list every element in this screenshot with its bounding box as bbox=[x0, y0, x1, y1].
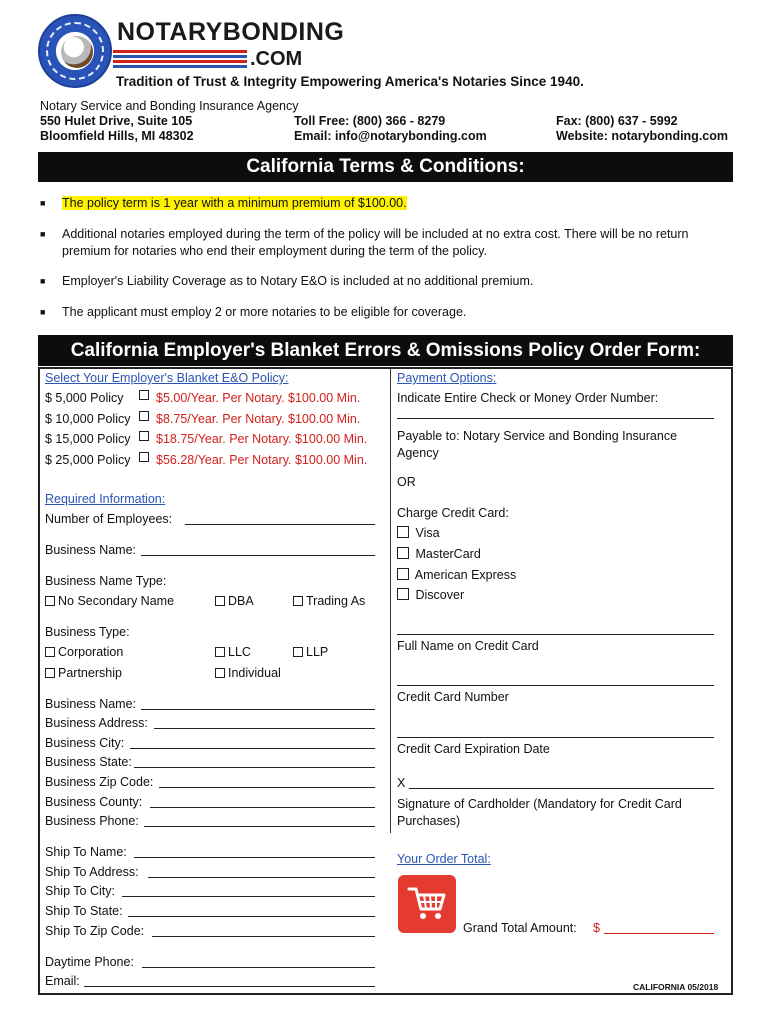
name-type-label: DBA bbox=[228, 594, 254, 608]
business-state-field[interactable] bbox=[134, 767, 375, 768]
card-label: Discover bbox=[415, 588, 465, 602]
card-label: Visa bbox=[415, 526, 440, 540]
card-option-visa[interactable] bbox=[397, 526, 440, 540]
name-type-option[interactable] bbox=[215, 594, 254, 608]
business-county-field[interactable] bbox=[150, 807, 375, 808]
ship-state-field[interactable] bbox=[128, 916, 375, 917]
address-line-1: 550 Hulet Drive, Suite 105 bbox=[40, 114, 193, 128]
eagle-seal-icon bbox=[61, 36, 93, 68]
expiration-label: Credit Card Expiration Date bbox=[397, 742, 550, 756]
policy-price: $5.00/Year. Per Notary. $100.00 Min. bbox=[156, 391, 361, 405]
field-label: Ship To Name: bbox=[45, 845, 127, 859]
fax: Fax: (800) 637 - 5992 bbox=[556, 114, 678, 128]
field-label: Ship To Zip Code: bbox=[45, 924, 145, 938]
terms-item-text: The applicant must employ 2 or more notaries to be eligible for coverage. bbox=[62, 305, 467, 319]
notary-seal-logo bbox=[38, 14, 112, 88]
order-form-title: California Employer's Blanket Errors & Omissions Policy Order Form: bbox=[38, 335, 733, 366]
policy-amount: $ 5,000 Policy bbox=[45, 391, 124, 405]
toll-free: Toll Free: (800) 366 - 8279 bbox=[294, 114, 446, 128]
business-name-label: Business Name: bbox=[45, 543, 137, 557]
business-type-option[interactable] bbox=[215, 666, 281, 680]
card-number-field[interactable] bbox=[397, 685, 714, 686]
checkbox[interactable] bbox=[45, 596, 55, 606]
card-option-amex[interactable] bbox=[397, 568, 516, 582]
num-employees-label: Number of Employees: bbox=[45, 512, 173, 526]
business-name-field[interactable] bbox=[141, 555, 375, 556]
cart-glyph bbox=[407, 885, 447, 923]
business-type-label: Individual bbox=[228, 666, 281, 680]
address-line-2: Bloomfield Hills, MI 48302 bbox=[40, 129, 194, 143]
payable-to: Payable to: Notary Service and Bonding Insurance Agency bbox=[397, 429, 678, 460]
website: Website: notarybonding.com bbox=[556, 129, 728, 143]
num-employees-field[interactable] bbox=[185, 524, 375, 525]
field-label: Business City: bbox=[45, 736, 125, 750]
policy-5000-checkbox[interactable] bbox=[139, 390, 149, 400]
checkbox[interactable] bbox=[397, 547, 409, 559]
select-policy-label: Select Your Employer's Blanket E&O Policy: bbox=[45, 371, 289, 385]
business-address-field[interactable] bbox=[154, 728, 375, 729]
order-total-label: Your Order Total: bbox=[397, 852, 491, 866]
terms-item-text: Employer's Liability Coverage as to Notary E&O is included at no additional premium. bbox=[62, 274, 534, 288]
daytime-phone-field[interactable] bbox=[142, 967, 375, 968]
shopping-cart-icon bbox=[398, 875, 456, 933]
checkbox[interactable] bbox=[215, 668, 225, 678]
terms-item-text: The policy term is 1 year with a minimum premium of $100.00. bbox=[62, 196, 407, 210]
name-type-label: No Secondary Name bbox=[58, 594, 175, 608]
name-type-label: Trading As bbox=[306, 594, 366, 608]
bullet-icon: ■ bbox=[40, 276, 46, 286]
business-type-label: LLC bbox=[228, 645, 251, 659]
field-label: Business Zip Code: bbox=[45, 775, 154, 789]
full-name-field[interactable] bbox=[397, 634, 714, 635]
name-type-option[interactable] bbox=[293, 594, 365, 608]
checkbox[interactable] bbox=[293, 647, 303, 657]
signature-field[interactable] bbox=[409, 788, 714, 789]
column-divider bbox=[390, 369, 391, 833]
required-info-label: Required Information: bbox=[45, 492, 166, 506]
field-label: Ship To City: bbox=[45, 884, 115, 898]
agency-name: Notary Service and Bonding Insurance Agency bbox=[40, 99, 299, 113]
field-label: Daytime Phone: bbox=[45, 955, 134, 969]
business-zip-field[interactable] bbox=[159, 787, 375, 788]
field-label: Business Phone: bbox=[45, 814, 139, 828]
checkbox[interactable] bbox=[215, 647, 225, 657]
policy-price: $56.28/Year. Per Notary. $100.00 Min. bbox=[156, 453, 368, 467]
business-type-label: Partnership bbox=[58, 666, 122, 680]
business-name-type-label: Business Name Type: bbox=[45, 574, 167, 588]
checkbox[interactable] bbox=[397, 588, 409, 600]
business-type-option[interactable] bbox=[215, 645, 251, 659]
checkbox[interactable] bbox=[397, 526, 409, 538]
business-type-option[interactable] bbox=[293, 645, 328, 659]
card-option-mastercard[interactable] bbox=[397, 547, 481, 561]
business-phone-field[interactable] bbox=[144, 826, 375, 827]
signature-x: X bbox=[397, 776, 406, 790]
business-type-label: Corporation bbox=[58, 645, 124, 659]
flag-stripes bbox=[113, 50, 247, 72]
ship-city-field[interactable] bbox=[122, 896, 375, 897]
field-label: Ship To State: bbox=[45, 904, 123, 918]
field-label: Business County: bbox=[45, 795, 143, 809]
ship-address-field[interactable] bbox=[148, 877, 375, 878]
field-label: Ship To Address: bbox=[45, 865, 139, 879]
policy-amount: $ 15,000 Policy bbox=[45, 432, 131, 446]
checkbox[interactable] bbox=[293, 596, 303, 606]
card-label: American Express bbox=[414, 568, 517, 582]
check-number-field[interactable] bbox=[397, 418, 714, 419]
ship-zip-field[interactable] bbox=[152, 936, 375, 937]
checkbox[interactable] bbox=[45, 668, 55, 678]
business-type-option[interactable] bbox=[45, 666, 122, 680]
checkbox[interactable] bbox=[45, 647, 55, 657]
business-type-option[interactable] bbox=[45, 645, 123, 659]
policy-price: $18.75/Year. Per Notary. $100.00 Min. bbox=[156, 432, 368, 446]
brand-name: NOTARYBONDING bbox=[117, 18, 345, 46]
policy-amount: $ 25,000 Policy bbox=[45, 453, 131, 467]
card-number-label: Credit Card Number bbox=[397, 690, 509, 704]
dollar-sign: $ bbox=[593, 921, 600, 935]
expiration-field[interactable] bbox=[397, 737, 714, 738]
bullet-icon: ■ bbox=[40, 229, 46, 239]
check-number-label: Indicate Entire Check or Money Order Number: bbox=[397, 391, 659, 405]
terms-item-text: Additional notaries employed during the term of the policy will be included at no extra cost. There will be no return premium for notaries who end their employment during the term of the policy. bbox=[62, 227, 689, 258]
grand-total-field[interactable] bbox=[604, 933, 714, 934]
policy-price: $8.75/Year. Per Notary. $100.00 Min. bbox=[156, 412, 361, 426]
name-type-option[interactable] bbox=[45, 594, 174, 608]
tagline: Tradition of Trust & Integrity Empowering America's Notaries Since 1940. bbox=[116, 74, 584, 89]
payment-options-label: Payment Options: bbox=[397, 371, 497, 385]
policy-25000-checkbox[interactable] bbox=[139, 452, 149, 462]
field-label: Business Name: bbox=[45, 697, 137, 711]
policy-15000-checkbox[interactable] bbox=[139, 431, 149, 441]
bullet-icon: ■ bbox=[40, 198, 46, 208]
business-type-label: Business Type: bbox=[45, 625, 130, 639]
signature-label: Signature of Cardholder (Mandatory for Credit Card Purchases) bbox=[397, 797, 682, 828]
checkbox[interactable] bbox=[215, 596, 225, 606]
business-name-2-field[interactable] bbox=[141, 709, 375, 710]
policy-10000-checkbox[interactable] bbox=[139, 411, 149, 421]
field-label: Business Address: bbox=[45, 716, 148, 730]
terms-title: California Terms & Conditions: bbox=[38, 152, 733, 182]
checkbox[interactable] bbox=[397, 568, 409, 580]
email-contact: Email: info@notarybonding.com bbox=[294, 129, 487, 143]
business-city-field[interactable] bbox=[130, 748, 375, 749]
policy-amount: $ 10,000 Policy bbox=[45, 412, 131, 426]
field-label: Email: bbox=[45, 974, 80, 988]
or-separator: OR bbox=[397, 475, 416, 489]
business-type-label: LLP bbox=[306, 645, 329, 659]
card-option-discover[interactable] bbox=[397, 588, 464, 602]
grand-total-label: Grand Total Amount: bbox=[463, 921, 577, 935]
brand-domain: .COM bbox=[250, 48, 303, 70]
form-version: CALIFORNIA 05/2018 bbox=[633, 982, 719, 992]
full-name-label: Full Name on Credit Card bbox=[397, 639, 539, 653]
ship-name-field[interactable] bbox=[134, 857, 375, 858]
bullet-icon: ■ bbox=[40, 307, 46, 317]
charge-card-label: Charge Credit Card: bbox=[397, 506, 509, 520]
field-label: Business State: bbox=[45, 755, 132, 769]
card-label: MasterCard bbox=[415, 547, 481, 561]
email-field[interactable] bbox=[84, 986, 375, 987]
